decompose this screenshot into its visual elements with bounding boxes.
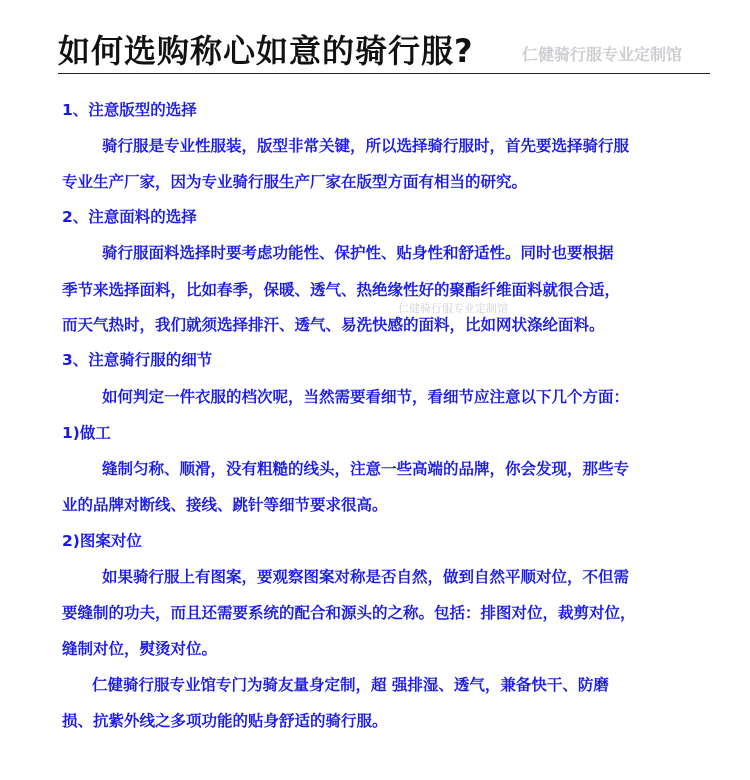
paragraph-line: 要缝制的功夫，而且还需要系统的配合和源头的之称。包括：排图对位，裁剪对位， — [62, 604, 636, 622]
page-title: 如何选购称心如意的骑行服? — [58, 32, 474, 70]
paragraph-line: 缝制对位，熨烫对位。 — [62, 640, 218, 658]
section-heading-pattern: 1、注意版型的选择 — [62, 101, 197, 119]
subsection-heading-workmanship: 1)做工 — [62, 424, 111, 442]
paragraph-line: 而天气热时，我们就须选择排汗、透气、易洗快感的面料，比如网状涤纶面料。 — [62, 316, 605, 334]
subsection-heading-pattern-alignment: 2)图案对位 — [62, 532, 142, 550]
paragraph-line: 骑行服是专业性服装，版型非常关键，所以选择骑行服时，首先要选择骑行服 — [102, 137, 630, 155]
section-heading-fabric: 2、注意面料的选择 — [62, 208, 197, 226]
section-heading-details: 3、注意骑行服的细节 — [62, 351, 213, 369]
paragraph-line: 骑行服面料选择时要考虑功能性、保护性、贴身性和舒适性。同时也要根据 — [102, 244, 614, 262]
paragraph-line: 业的品牌对断线、接线、跳针等细节要求很高。 — [62, 496, 388, 514]
paragraph-line: 季节来选择面料，比如春季，保暖、透气、热绝缘性好的聚酯纤维面料就很合适， — [62, 281, 621, 299]
watermark-top: 仁健骑行服专业定制馆 — [522, 45, 683, 64]
closing-paragraph-line: 仁健骑行服专业馆专门为骑友量身定制，超 强排湿、透气，兼备快干、防磨 — [92, 676, 609, 694]
paragraph-line: 专业生产厂家，因为专业骑行服生产厂家在版型方面有相当的研究。 — [62, 173, 528, 191]
title-underline — [58, 73, 710, 74]
watermark-middle: 仁健骑行服专业定制馆 — [398, 302, 508, 315]
paragraph-line: 如果骑行服上有图案，要观察图案对称是否自然，做到自然平顺对位，不但需 — [102, 568, 630, 586]
closing-paragraph-line: 损、抗紫外线之多项功能的贴身舒适的骑行服。 — [62, 712, 388, 730]
paragraph-line: 缝制匀称、顺滑，没有粗糙的线头，注意一些高端的品牌，你会发现，那些专 — [102, 460, 630, 478]
paragraph-line: 如何判定一件衣服的档次呢，当然需要看细节，看细节应注意以下几个方面： — [102, 388, 630, 406]
